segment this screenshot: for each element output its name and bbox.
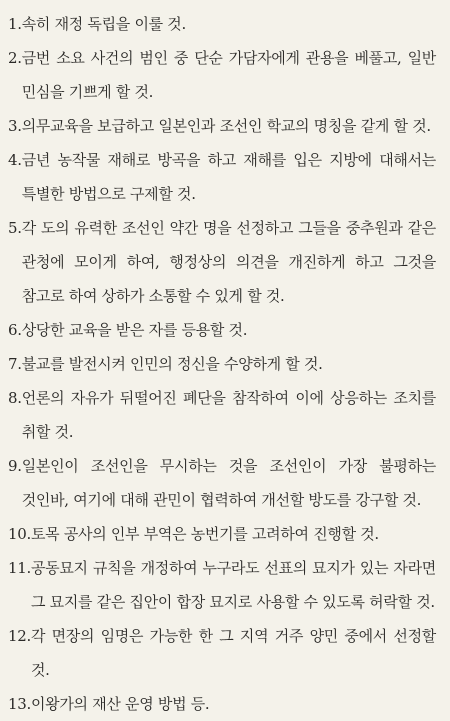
item-number: 8. bbox=[8, 389, 22, 407]
item-number: 1. bbox=[8, 15, 22, 33]
list-item bbox=[8, 41, 436, 109]
item-text: 언론의 자유가 뒤떨어진 폐단을 참작하여 이에 상응하는 조치를 취할 것. bbox=[21, 389, 436, 441]
item-number: 13. bbox=[8, 695, 31, 713]
list-item bbox=[8, 619, 436, 687]
item-text: 금번 소요 사건의 범인 중 단순 가담자에게 관용을 베풀고, 일반 민심을 기쁘게 할 것. bbox=[21, 49, 436, 101]
item-text: 의무교육을 보급하고 일본인과 조선인 학교의 명칭을 같게 할 것. bbox=[21, 117, 431, 135]
list-item bbox=[8, 7, 436, 41]
list-item bbox=[8, 211, 436, 313]
list-item bbox=[8, 143, 436, 211]
item-text: 불교를 발전시켜 인민의 정신을 수양하게 할 것. bbox=[21, 355, 323, 373]
item-text: 일본인이 조선인을 무시하는 것을 조선인이 가장 불평하는 것인바, 여기에 대해 관민이 협력하여 개선할 방도를 강구할 것. bbox=[21, 457, 436, 509]
item-number: 5. bbox=[8, 219, 22, 237]
item-text: 토목 공사의 인부 부역은 농번기를 고려하여 진행할 것. bbox=[30, 525, 379, 543]
document-page bbox=[0, 7, 450, 713]
list-item bbox=[8, 347, 436, 381]
item-number: 12. bbox=[8, 627, 31, 645]
list-item bbox=[8, 551, 436, 619]
item-text: 상당한 교육을 받은 자를 등용할 것. bbox=[21, 321, 248, 339]
item-text: 각 도의 유력한 조선인 약간 명을 선정하고 그들을 중추원과 같은 관청에 모이게 하여, 행정상의 의견을 개진하게 하고 그것을 참고로 하여 상하가 소통할 수 있게 할 것. bbox=[21, 219, 436, 305]
list-item bbox=[8, 517, 436, 551]
list-item bbox=[8, 313, 436, 347]
item-number: 2. bbox=[8, 49, 22, 67]
list-item bbox=[8, 687, 436, 721]
list-item bbox=[8, 109, 436, 143]
item-number: 4. bbox=[8, 151, 22, 169]
item-text: 각 면장의 임명은 가능한 한 그 지역 거주 양민 중에서 선정할 것. bbox=[30, 627, 436, 679]
item-number: 11. bbox=[8, 559, 31, 577]
item-number: 7. bbox=[8, 355, 22, 373]
item-text: 속히 재정 독립을 이룰 것. bbox=[21, 15, 186, 33]
item-text: 금년 농작물 재해로 방곡을 하고 재해를 입은 지방에 대해서는 특별한 방법으로 구제할 것. bbox=[21, 151, 436, 203]
list-item bbox=[8, 381, 436, 449]
item-text: 공동묘지 규칙을 개정하여 누구라도 선표의 묘지가 있는 자라면 그 묘지를 같은 집안이 합장 묘지로 사용할 수 있도록 허락할 것. bbox=[30, 559, 436, 611]
item-number: 9. bbox=[8, 457, 22, 475]
item-text: 이왕가의 재산 운영 방법 등. bbox=[30, 695, 210, 713]
list-item bbox=[8, 449, 436, 517]
item-number: 6. bbox=[8, 321, 22, 339]
item-number: 10. bbox=[8, 525, 31, 543]
item-number: 3. bbox=[8, 117, 22, 135]
